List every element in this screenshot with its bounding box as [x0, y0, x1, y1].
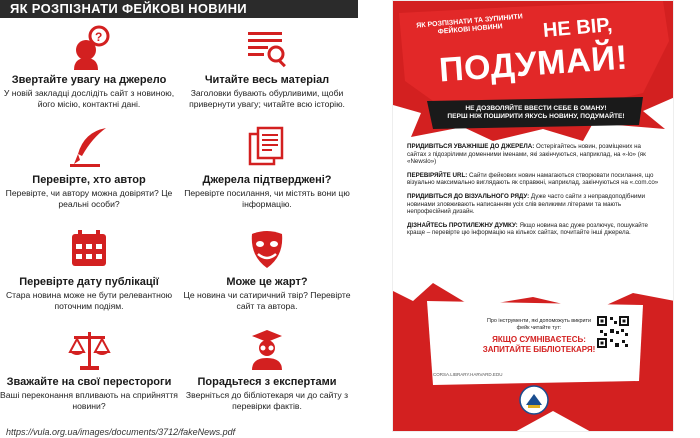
- mask-icon: [244, 226, 290, 272]
- right-poster-strap: [431, 105, 641, 121]
- tip-title: Читайте весь матеріал: [204, 74, 330, 86]
- tip-author: [0, 124, 178, 210]
- tip-title: Перевірте дату публікації: [19, 276, 159, 288]
- tip-title: Порадьтеся з експертами: [197, 376, 337, 388]
- advice-lead: ПЕРЕВІРЯЙТЕ URL:: [407, 171, 468, 179]
- tip-title: Звертайте увагу на джерело: [11, 74, 167, 86]
- calendar-icon: [66, 226, 112, 272]
- advice-lead: ПРИДИВІТЬСЯ УВАЖНІШЕ ДО ДЖЕРЕЛА:: [407, 143, 535, 150]
- tip-joke: [178, 226, 356, 312]
- tip-title: Перевірте, хто автор: [32, 174, 146, 186]
- cta-line-1: ЯКЩО СУМНІВАЄТЕСЬ:: [492, 335, 586, 344]
- strap-line-2: ПЕРШ НІЖ ПОШИРИТИ ЯКУСЬ НОВИНУ, ПОДУМАЙТЕ!: [447, 113, 625, 120]
- source-url-link[interactable]: https://vula.org.ua/images/documents/3712/fakeNews.pdf: [6, 427, 236, 437]
- tip-source: [0, 24, 178, 110]
- tip-experts: [178, 326, 356, 412]
- library-logo-icon: [519, 385, 549, 415]
- advice-text: Дуже часто сайти з неправдоподібними новинами зловживають написанням усіх слів великими літерами та мають непрофесійний дизайн.: [407, 192, 646, 216]
- tip-title: Може це жарт?: [226, 276, 308, 288]
- left-poster-header: [0, 0, 358, 18]
- scales-icon: [66, 326, 112, 372]
- right-poster: [392, 0, 674, 432]
- qr-code-icon[interactable]: [596, 315, 630, 349]
- tip-date: [0, 226, 178, 312]
- tip-title: Зважайте на свої перестороги: [6, 376, 172, 388]
- svg-text:?: ?: [95, 30, 103, 44]
- tip-desc: Стара новина може не бути релевантною поточним подіям.: [5, 290, 173, 311]
- advice-paragraph: [407, 172, 661, 187]
- tip-read-all: [178, 24, 356, 110]
- tip-desc: Перевірте, чи автору можна довіряти? Це реальні особи?: [5, 188, 173, 209]
- right-poster-body: [407, 143, 661, 243]
- tip-desc: Перевірте посилання, чи містять вони цю інформацію.: [184, 188, 350, 209]
- quill-icon: [66, 124, 112, 170]
- expert-icon: [244, 326, 290, 372]
- advice-text: Сайти фейкових новин намагаються створювати посилання, що візуально максимально виглядають як справжні, наприклад, закінчуються на «.com.co»: [407, 171, 659, 187]
- right-poster-headline-2: ПОДУМАЙ!: [437, 38, 629, 90]
- footer-url: CORSA.LIBRARY.HARVARD.EDU: [433, 372, 503, 377]
- advice-lead: ДІЗНАЙТЕСЬ ПРОТИЛЕЖНУ ДУМКУ:: [407, 221, 518, 229]
- advice-text: Остерігайтесь новин, розміщених на сайтах з підозрілими доменними іменами, які закінчуються, наприклад, на «-lo» (як «Newslo»): [407, 143, 646, 166]
- left-poster: [0, 0, 358, 426]
- tools-note: Про інструменти, які допоможуть викрити фейк читайте тут:: [487, 318, 591, 331]
- tip-title: Джерела підтверджені?: [202, 174, 332, 186]
- advice-paragraph: [407, 222, 661, 237]
- question-person-icon: [66, 24, 112, 70]
- tip-desc: Зверніться до бібліотекаря чи до сайту з перевірки фактів.: [185, 390, 349, 411]
- tip-desc: Ваші переконання впливають на сприйняття новини?: [0, 390, 178, 411]
- tip-sources-confirmed: [178, 124, 356, 210]
- advice-paragraph: [407, 143, 661, 166]
- strap-line-1: НЕ ДОЗВОЛЯЙТЕ ВВЕСТИ СЕБЕ В ОМАНУ!: [465, 105, 607, 112]
- tip-desc: У новій закладці дослідіть сайт з новиною, його місію, контактні дані.: [3, 88, 175, 109]
- tip-desc: Заголовки бувають обурливими, щоби привернути увагу; читайте всю історію.: [189, 88, 345, 109]
- left-poster-title: ЯК РОЗПІЗНАТИ ФЕЙКОВІ НОВИНИ: [10, 1, 247, 16]
- magnifier-text-icon: [244, 24, 290, 70]
- documents-icon: [244, 124, 290, 170]
- right-poster-headline-1: НЕ ВІР,: [542, 14, 614, 42]
- right-poster-small-title: ЯК РОЗПІЗНАТИ ТА ЗУПИНИТИ ФЕЙКОВІ НОВИНИ: [416, 13, 524, 36]
- advice-paragraph: [407, 193, 661, 216]
- cta-line-2: ЗАПИТАЙТЕ БІБЛІОТЕКАРЯ!: [482, 345, 596, 354]
- advice-text: Якщо новина вас дуже розлючує, пошукайте краще – перевірте цю інформацію на кількох сайтах, почитайте інші джерела.: [407, 221, 648, 237]
- tip-desc: Це новина чи сатиричний твір? Перевірте сайт та автора.: [183, 290, 351, 311]
- advice-lead: ПРИДИВІТЬСЯ ДО ВІЗУАЛЬНОГО РЯДУ:: [407, 192, 530, 200]
- ask-librarian-cta: [477, 335, 601, 355]
- tip-biases: [0, 326, 178, 412]
